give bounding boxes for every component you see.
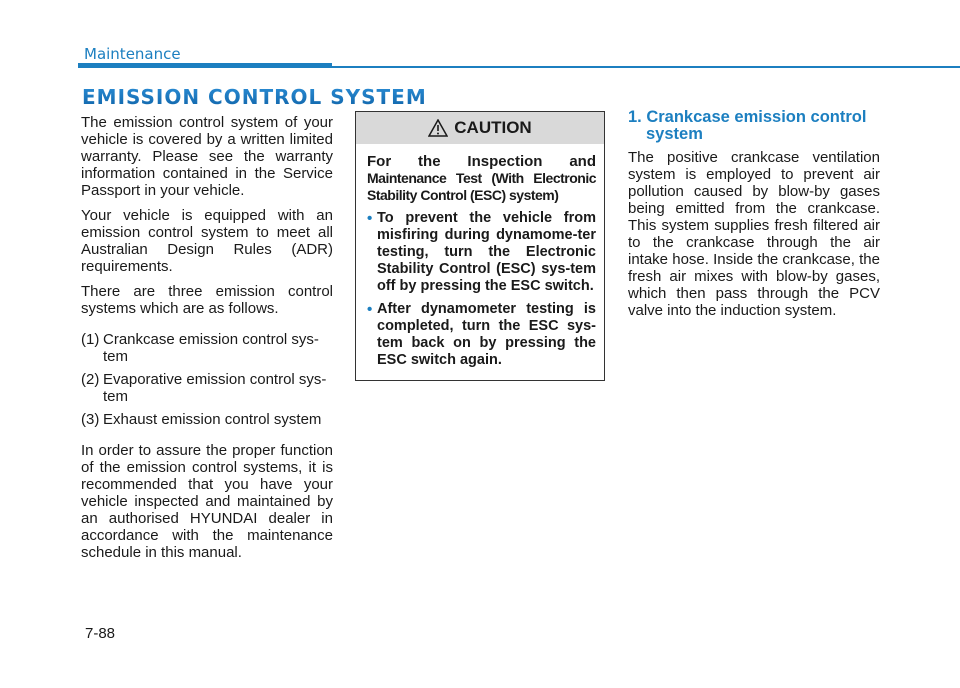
list-item-number: (3) <box>81 411 100 428</box>
list-item <box>81 331 333 365</box>
caution-intro <box>367 153 596 204</box>
emission-systems-list <box>81 331 333 428</box>
subsection-title-line2: system <box>646 125 703 143</box>
paragraph-three-systems: There are three emission control systems which are as follows. <box>81 283 333 317</box>
list-item-text: Crankcase emission control sys-tem <box>103 331 319 365</box>
subsection-title-line1: 1. Crankcase emission control <box>628 108 867 126</box>
caution-bullet <box>367 301 596 369</box>
list-item-text: Evaporative emission control sys-tem <box>103 371 327 405</box>
caution-bullets <box>367 210 596 369</box>
bullet-dot-icon: • <box>367 210 373 227</box>
caution-bullet <box>367 210 596 295</box>
caution-bullet-text: After dynamometer testing is completed, turn the ESC sys-tem back on by pressing the ESC switch again. <box>377 301 596 368</box>
subsection-title <box>628 109 888 143</box>
warning-triangle-icon <box>428 119 448 137</box>
caution-box <box>355 111 605 381</box>
paragraph-pcv: The positive crankcase ventilation system is employed to prevent air pollution caused by blow-by gases being emitted from the crankcase. This system supplies fresh filtered air to the crankcase through the air intake hose. Inside the crankcase, the fresh air mixes with blow-by gases, which then pass through the PCV valve into the induction system. <box>628 149 880 319</box>
paragraph-adr: Your vehicle is equipped with an emission control system to meet all Australian Design Rules (ADR) requirements. <box>81 207 333 275</box>
caution-intro-line2: Maintenance Test (With Electronic Stability Control (ESC) system) <box>367 170 596 203</box>
left-column <box>81 114 333 569</box>
caution-body <box>356 144 604 369</box>
bullet-dot-icon: • <box>367 301 373 318</box>
list-item-text: Exhaust emission control system <box>103 411 322 428</box>
caution-heading: CAUTION <box>454 118 532 137</box>
caution-bullet-text: To prevent the vehicle from misfiring during dynamome-ter testing, turn the Electronic Stability Control (ESC) sys-tem off by pressing the ESC switch. <box>377 210 596 294</box>
caution-header <box>356 112 604 144</box>
header-rule-thin <box>332 66 960 68</box>
list-item <box>81 371 333 405</box>
list-item-number: (2) <box>81 371 100 388</box>
paragraph-warranty: The emission control system of your vehicle is covered by a written limited warranty. Please see the warranty information contained in the Service Passport in your vehicle. <box>81 114 333 199</box>
header-rule-thick <box>78 63 332 68</box>
page-title: EMISSION CONTROL SYSTEM <box>82 85 427 109</box>
page-number: 7-88 <box>85 625 116 642</box>
list-item <box>81 411 333 428</box>
section-header: Maintenance <box>84 45 181 63</box>
caution-intro-line1: For the Inspection and <box>367 153 596 170</box>
paragraph-maintenance: In order to assure the proper function of the emission control systems, it is recommended that you have your vehicle inspected and maintained by an authorised HYUNDAI dealer in accordance with the maintenance schedule in this manual. <box>81 442 333 561</box>
list-item-number: (1) <box>81 331 100 348</box>
right-column <box>628 149 880 327</box>
